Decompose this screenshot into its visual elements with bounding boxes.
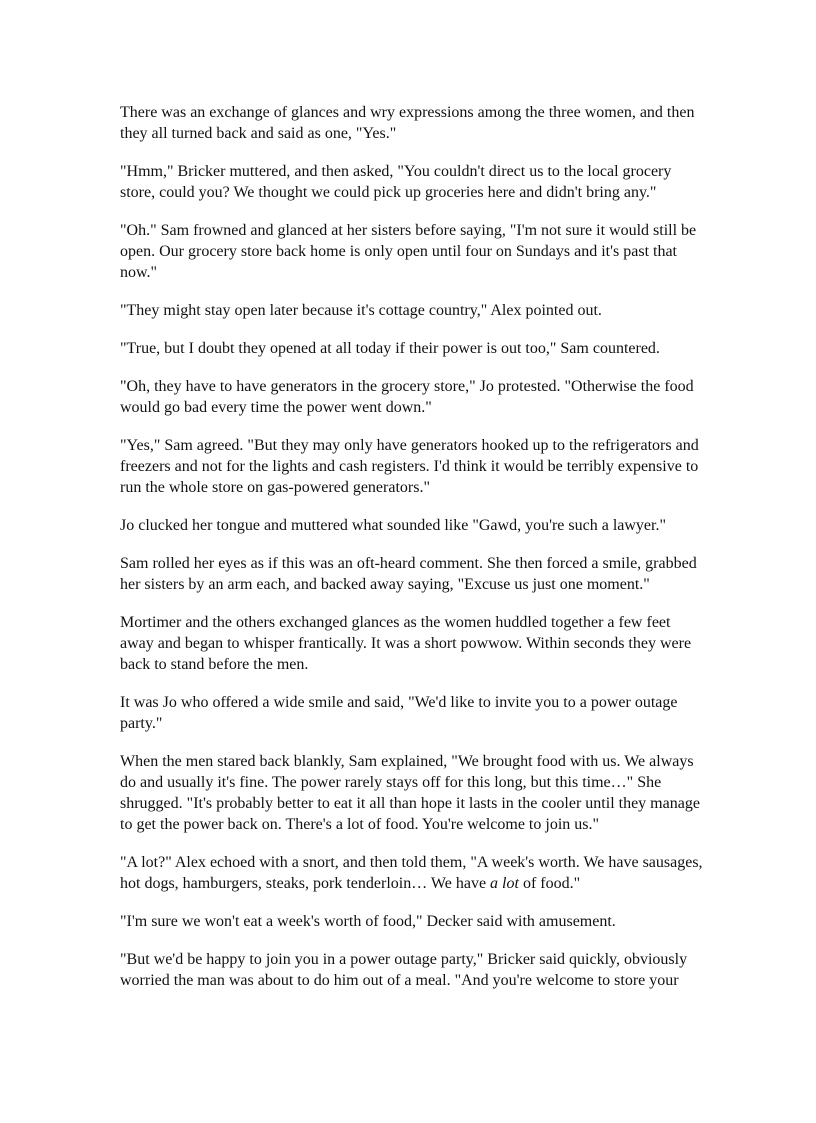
paragraph-7: "Yes," Sam agreed. "But they may only have generators hooked up to the refrigerators and freezers and not for the lights and cash registers. I'd think it would be terribly expensive to run the whole store on gas-powered generators." xyxy=(120,437,699,496)
paragraph-13 xyxy=(120,852,705,894)
paragraph-5: "True, but I doubt they opened at all today if their power is out too," Sam countered. xyxy=(120,340,660,357)
document-page xyxy=(120,102,705,1008)
paragraph-13-emphasis: a lot xyxy=(490,875,519,892)
paragraph-3: "Oh." Sam frowned and glanced at her sisters before saying, "I'm not sure it would still be open. Our grocery store back home is only open until four on Sundays and it's past that now." xyxy=(120,222,697,281)
paragraph-1: There was an exchange of glances and wry expressions among the three women, and then they all turned back and said as one, "Yes." xyxy=(120,104,695,142)
paragraph-8: Jo clucked her tongue and muttered what sounded like "Gawd, you're such a lawyer." xyxy=(120,517,667,534)
paragraph-13-text-before: "A lot?" Alex echoed with a snort, and then told them, "A week's worth. We have sausages, hot dogs, hamburgers, steaks, pork tenderloin… We have xyxy=(120,854,703,892)
paragraph-4: "They might stay open later because it's cottage country," Alex pointed out. xyxy=(120,302,602,319)
paragraph-2: "Hmm," Bricker muttered, and then asked, "You couldn't direct us to the local grocery store, could you? We thought we could pick up groceries here and didn't bring any." xyxy=(120,163,672,201)
paragraph-10: Mortimer and the others exchanged glances as the women huddled together a few feet away and began to whisper frantically. It was a short powwow. Within seconds they were back to stand before the men. xyxy=(120,614,692,673)
paragraph-6: "Oh, they have to have generators in the grocery store," Jo protested. "Otherwise the food would go bad every time the power went down." xyxy=(120,378,694,416)
paragraph-15: "But we'd be happy to join you in a power outage party," Bricker said quickly, obviously worried the man was about to do him out of a meal. "And you're welcome to store your xyxy=(120,951,688,989)
paragraph-11: It was Jo who offered a wide smile and said, "We'd like to invite you to a power outage party." xyxy=(120,694,678,732)
paragraph-12: When the men stared back blankly, Sam explained, "We brought food with us. We always do and usually it's fine. The power rarely stays off for this long, but this time…" She shrugged. "It's probably better to eat it all than hope it lasts in the cooler until they manage to get the power back on. There's a lot of food. You're welcome to join us." xyxy=(120,753,700,833)
paragraph-14: "I'm sure we won't eat a week's worth of food," Decker said with amusement. xyxy=(120,913,616,930)
paragraph-13-text-after: of food." xyxy=(518,875,581,892)
paragraph-9: Sam rolled her eyes as if this was an oft-heard comment. She then forced a smile, grabbed her sisters by an arm each, and backed away saying, "Excuse us just one moment." xyxy=(120,555,697,593)
